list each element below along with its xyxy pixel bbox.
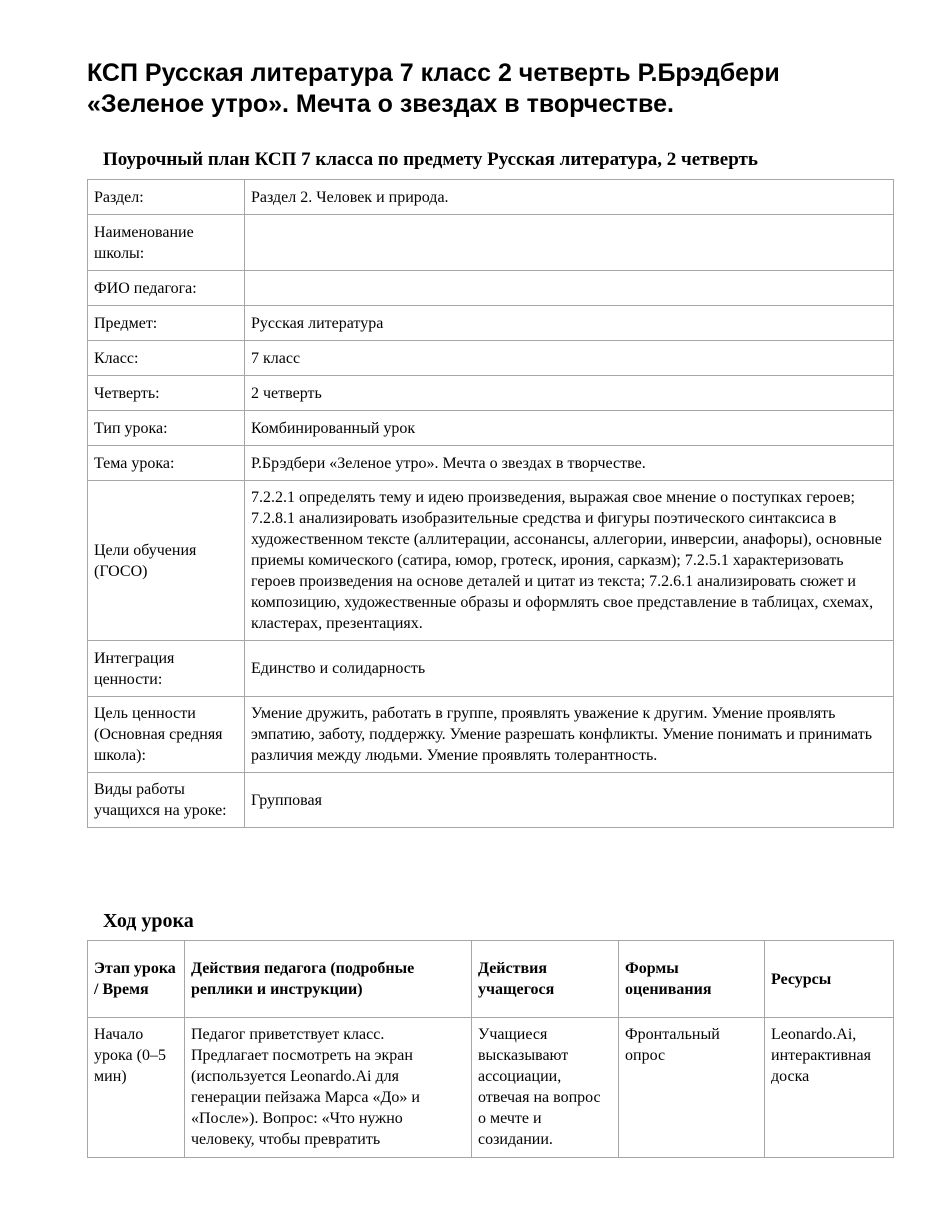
info-label: Класс: bbox=[88, 341, 245, 376]
stage-cell: Начало урока (0–5 мин) bbox=[88, 1018, 185, 1158]
info-value: Групповая bbox=[245, 773, 894, 828]
info-row bbox=[88, 446, 894, 481]
info-row bbox=[88, 341, 894, 376]
plan-heading: Поурочный план КСП 7 класса по предмету Русская литература, 2 четверть bbox=[103, 149, 758, 170]
info-value: Раздел 2. Человек и природа. bbox=[245, 180, 894, 215]
info-label: Четверть: bbox=[88, 376, 245, 411]
info-label: Предмет: bbox=[88, 306, 245, 341]
info-value: Умение дружить, работать в группе, проявлять уважение к другим. Умение проявлять эмпатию, заботу, поддержку. Умение разрешать конфликты. Умение понимать и принимать различия между людьми. Умение проявлять толерантность. bbox=[245, 697, 894, 773]
info-row bbox=[88, 180, 894, 215]
info-row bbox=[88, 271, 894, 306]
column-header-teacher-actions: Действия педагога (подробные реплики и инструкции) bbox=[185, 941, 472, 1018]
column-header-stage: Этап урока / Время bbox=[88, 941, 185, 1018]
info-value: Единство и солидарность bbox=[245, 641, 894, 697]
info-value: Р.Брэдбери «Зеленое утро». Мечта о звездах в творчестве. bbox=[245, 446, 894, 481]
assessment-cell: Фронтальный опрос bbox=[619, 1018, 765, 1158]
info-row bbox=[88, 641, 894, 697]
document-title: КСП Русская литература 7 класс 2 четверть Р.Брэдбери «Зеленое утро». Мечта о звездах в творчестве. bbox=[87, 59, 780, 118]
info-label: Тема урока: bbox=[88, 446, 245, 481]
lesson-progress-table bbox=[87, 940, 894, 1158]
info-label: Раздел: bbox=[88, 180, 245, 215]
info-value: Комбинированный урок bbox=[245, 411, 894, 446]
column-header-assessment: Формы оценивания bbox=[619, 941, 765, 1018]
resources-cell: Leonardo.Ai, интерактивная доска bbox=[765, 1018, 894, 1158]
lesson-header-row bbox=[88, 941, 894, 1018]
info-value: 7.2.2.1 определять тему и идею произведения, выражая свое мнение о поступках героев; 7.2.8.1 анализировать изобразительные средства и фигуры поэтического синтаксиса в художественном тексте (аллитерации, ассонансы, аллегории, инверсии, анафоры), основные приемы комического (сатира, юмор, гротеск, ирония, сарказм); 7.2.5.1 характеризовать героев произведения на основе деталей и цитат из текста; 7.2.6.1 анализировать сюжет и композицию, художественные образы и оформлять свое представление в таблицах, схемах, кластерах, презентациях. bbox=[245, 481, 894, 641]
info-label: Интеграция ценности: bbox=[88, 641, 245, 697]
info-label: Цели обучения (ГОСО) bbox=[88, 481, 245, 641]
lesson-info-table bbox=[87, 179, 894, 828]
info-label: ФИО педагога: bbox=[88, 271, 245, 306]
column-header-student-actions: Действия учащегося bbox=[472, 941, 619, 1018]
info-label: Цель ценности (Основная средняя школа): bbox=[88, 697, 245, 773]
info-label: Наименование школы: bbox=[88, 215, 245, 271]
info-value bbox=[245, 215, 894, 271]
info-row bbox=[88, 773, 894, 828]
column-header-resources: Ресурсы bbox=[765, 941, 894, 1018]
table-row bbox=[88, 1018, 894, 1158]
lesson-progress-heading: Ход урока bbox=[103, 910, 194, 932]
info-row bbox=[88, 411, 894, 446]
info-row bbox=[88, 306, 894, 341]
info-value: 2 четверть bbox=[245, 376, 894, 411]
info-row bbox=[88, 215, 894, 271]
student-actions-cell: Учащиеся высказывают ассоциации, отвечая на вопрос о мечте и созидании. bbox=[472, 1018, 619, 1158]
info-value bbox=[245, 271, 894, 306]
info-row bbox=[88, 376, 894, 411]
teacher-actions-cell: Педагог приветствует класс. Предлагает посмотреть на экран (используется Leonardo.Ai для генерации пейзажа Марса «До» и «После»). Вопрос: «Что нужно человеку, чтобы превратить bbox=[185, 1018, 472, 1158]
info-label: Виды работы учащихся на уроке: bbox=[88, 773, 245, 828]
info-label: Тип урока: bbox=[88, 411, 245, 446]
info-value: 7 класс bbox=[245, 341, 894, 376]
info-row bbox=[88, 697, 894, 773]
info-row bbox=[88, 481, 894, 641]
info-value: Русская литература bbox=[245, 306, 894, 341]
